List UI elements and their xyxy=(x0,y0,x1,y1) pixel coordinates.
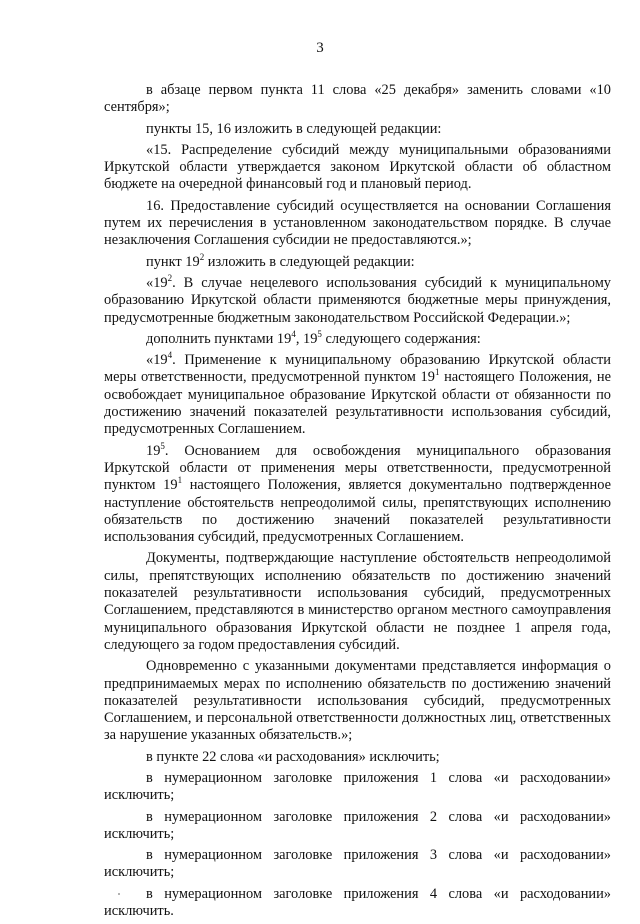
text-run: Одновременно с указанными документами представляется информация о предпринимаемых мерах по исполнению обязательств по достижению значений показателей результативности использования субсидий, предусмотренных Соглашением, и персональной ответственности должностных лиц, ответственных за нарушение указанных обязательств.»; xyxy=(104,658,611,744)
paragraph xyxy=(104,847,611,882)
superscript: 4 xyxy=(167,350,173,361)
superscript: 5 xyxy=(317,328,322,339)
scan-artifact xyxy=(118,893,120,895)
paragraph xyxy=(104,142,611,194)
text-run: . В случае нецелевого использования субсидий к муниципальному образованию Иркутской области применяются бюджетные меры принуждения, предусмотренные бюджетным законодательством Российской Федерации.»; xyxy=(104,274,611,326)
text-run: 19 xyxy=(146,442,161,459)
text-run: настоящего Положения, является документально подтвержденное наступление обстоятельств непреодолимой силы, препятствующих исполнению обязательств по достижению значений показателей результативности использования субсидий, предусмотренных Соглашением. xyxy=(104,477,611,546)
paragraph xyxy=(104,251,611,271)
paragraph xyxy=(104,550,611,654)
paragraph xyxy=(104,272,611,327)
text-run: . Основанием для освобождения муниципального образования Иркутской области от применения меры ответственности, предусмотренной пунктом 19 xyxy=(104,442,611,494)
text-run: пункт 19 xyxy=(146,253,200,270)
superscript: 1 xyxy=(434,367,440,378)
text-run: изложить в следующей редакции: xyxy=(204,253,415,270)
paragraph xyxy=(104,82,611,117)
paragraph xyxy=(104,352,611,438)
document-body xyxy=(104,82,611,924)
paragraph xyxy=(104,328,611,348)
text-run: в нумерационном заголовке приложения 2 слова «и расходовании» исключить; xyxy=(104,808,611,842)
text-run: дополнить пунктами 19 xyxy=(146,330,292,347)
text-run: . Применение к муниципальному образованию Иркутской области меры ответственности, предусмотренной пунктом 19 xyxy=(104,352,611,386)
text-run: «15. Распределение субсидий между муниципальными образованиями Иркутской области утверждается законом Иркутской области об областном бюджете на очередной финансовый год и плановый период. xyxy=(104,141,611,193)
paragraph xyxy=(104,121,611,138)
text-run: Документы, подтверждающие наступление обстоятельств непреодолимой силы, препятствующих исполнению обязательств по достижению значений показателей результативности использования субсидий, предусмотренных Соглашением, представляются в министерство органом местного самоуправления муниципального образования Иркутской области не позднее 1 апреля года, следующего за годом предоставления субсидий. xyxy=(104,550,611,653)
text-run: , 19 xyxy=(295,330,318,347)
paragraph xyxy=(104,809,611,844)
text-run: в нумерационном заголовке приложения 4 слова «и расходовании» исключить. xyxy=(104,885,611,920)
text-run: в нумерационном заголовке приложения 1 слова «и расходовании» исключить; xyxy=(104,769,611,804)
superscript: 4 xyxy=(291,328,296,339)
text-run: следующего содержания: xyxy=(321,330,481,347)
paragraph xyxy=(104,770,611,805)
text-run: в абзаце первом пункта 11 слова «25 декабря» заменить словами «10 сентября»; xyxy=(104,82,611,116)
text-run: «19 xyxy=(146,274,168,291)
superscript: 1 xyxy=(177,475,183,486)
paragraph xyxy=(104,749,611,766)
text-run: настоящего Положения, не освобождает муниципальное образование Иркутской области от обязанности по достижению значений показателей результативности использования субсидий, предусмотренных Соглашением. xyxy=(104,369,611,438)
paragraph xyxy=(104,440,611,547)
superscript: 5 xyxy=(160,440,165,451)
text-run: «19 xyxy=(146,352,168,369)
superscript: 2 xyxy=(167,272,173,283)
text-run: в нумерационном заголовке приложения 3 слова «и расходовании» исключить; xyxy=(104,847,611,881)
paragraph xyxy=(104,886,611,921)
paragraph xyxy=(104,198,611,250)
text-run: в пункте 22 слова «и расходования» исключить; xyxy=(146,748,440,765)
superscript: 2 xyxy=(199,251,205,262)
text-run: 16. Предоставление субсидий осуществляется на основании Соглашения путем их перечисления в установленном законодательством порядке. В случае незаключения Соглашения субсидии не предоставляются.»; xyxy=(104,197,611,249)
paragraph xyxy=(104,658,611,744)
page-number: 3 xyxy=(316,40,324,56)
text-run: пункты 15, 16 изложить в следующей редакции: xyxy=(146,120,442,137)
